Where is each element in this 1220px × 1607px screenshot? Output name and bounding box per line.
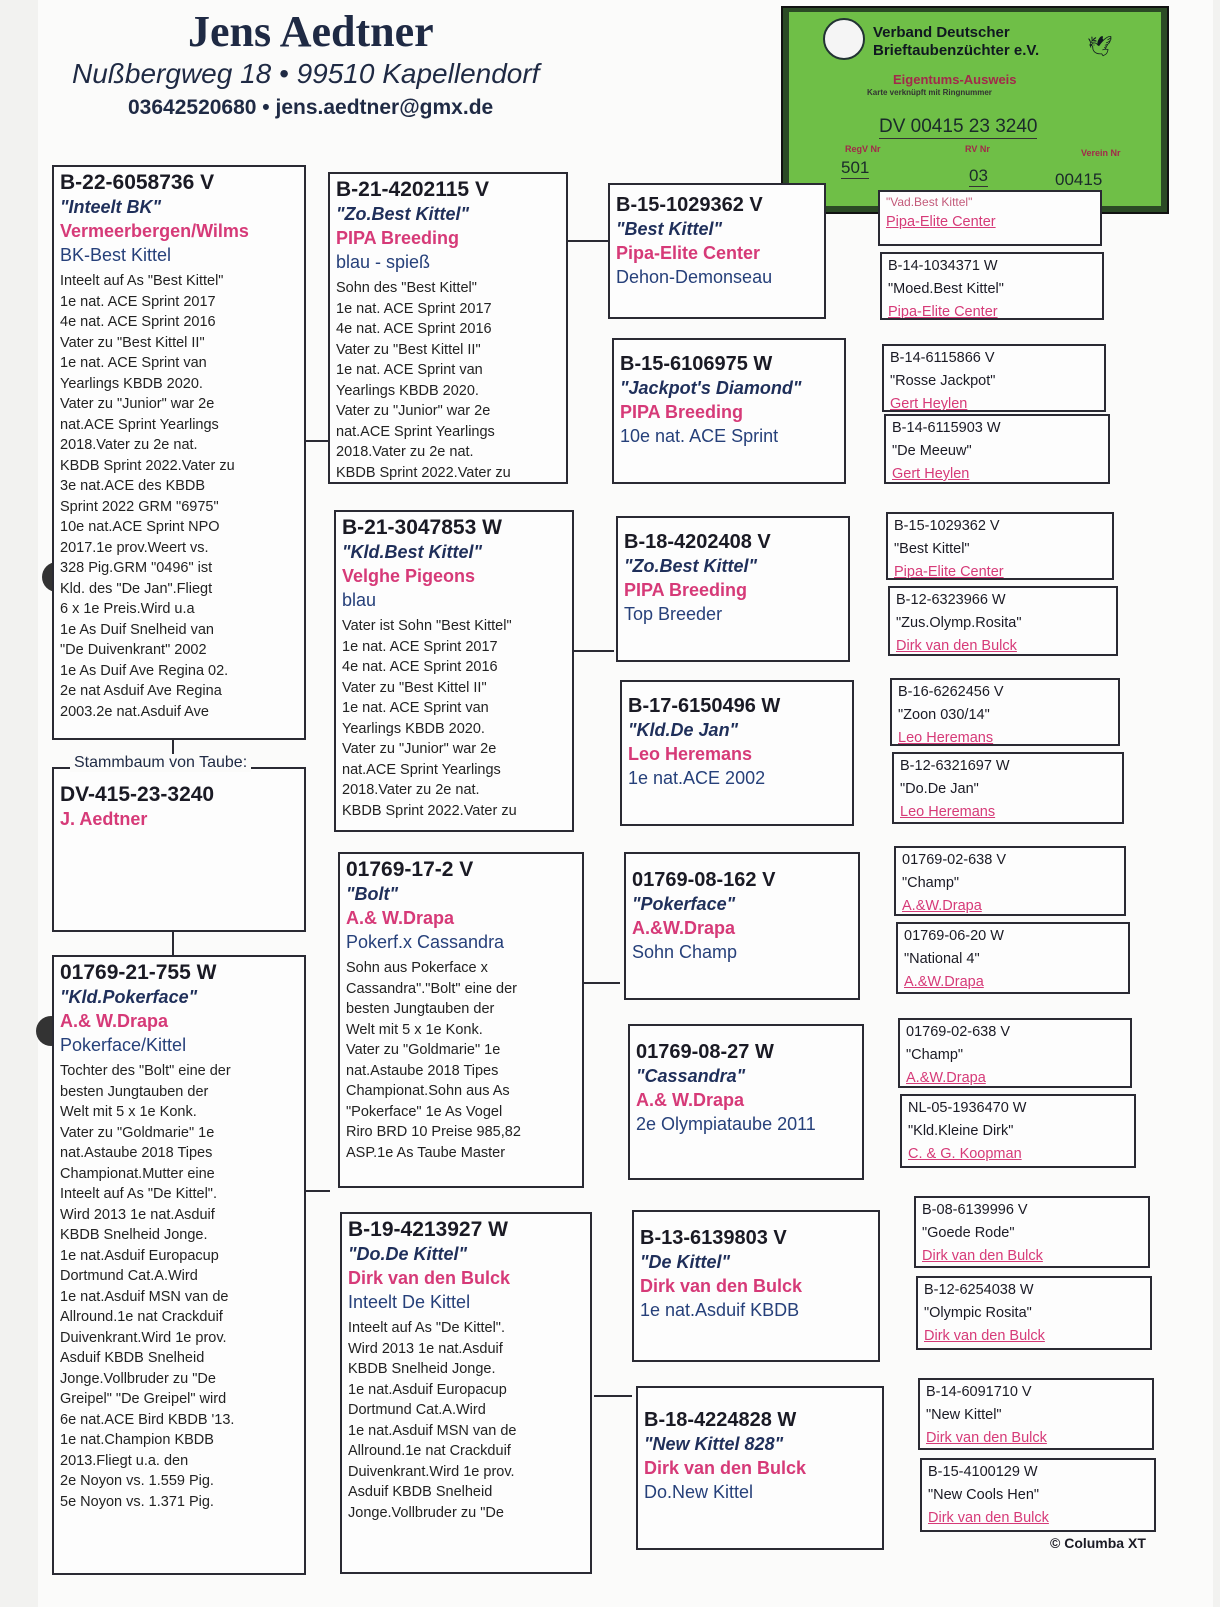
ownership-card [781, 6, 1169, 214]
pigeon-info: Do.New Kittel [644, 1482, 754, 1502]
pigeon-breeder: A.& W.Drapa [346, 908, 455, 928]
pigeon-name: "Kld.De Jan" [628, 720, 739, 740]
pigeon-breeder: A.&W.Drapa [904, 974, 984, 990]
pigeon-breeder: Dirk van den Bulck [644, 1458, 807, 1478]
pigeon-breeder: Dirk van den Bulck [896, 638, 1017, 654]
pigeon-name: "New Kittel" [926, 1407, 1002, 1423]
owner-address: Nußbergweg 18 • 99510 Kapellendorf [72, 58, 540, 89]
pigeon-description: Sohn des "Best Kittel" 1e nat. ACE Sprint 2017 4e nat. ACE Sprint 2016 Vater zu "Best Kittel II" 1e nat. ACE Sprint van Yearlings KBDB 2020. Vater zu "Junior" war 2e nat.ACE Sprint Yearlings 2018.Vater zu 2e nat. KBDB Sprint 2022.Vater zu [336, 280, 511, 481]
connector [594, 1395, 632, 1397]
pigeon-info: blau - spieß [336, 252, 431, 272]
card-label-regv: RegV Nr [845, 144, 881, 154]
pedigree-box-gen2 [340, 1212, 592, 1574]
pigeon-description: Sohn aus Pokerface x Cassandra"."Bolt" eine der besten Jungtauben der Welt mit 5 x 1e Konk. Vater zu "Goldmarie" 1e nat.Astaube 2018 Tipes Championat.Sohn aus As "Pokerface" 1e As Vogel Riro BRD 10 Preise 985,82 ASP.1e As Taube Master [346, 960, 521, 1161]
org-line2: Brieftaubenzüchter e.V. [873, 42, 1040, 59]
pigeon-breeder: Pipa-Elite Center [888, 304, 998, 320]
pedigree-box-gen4 [916, 1276, 1152, 1350]
pedigree-box-gen3 [636, 1386, 884, 1550]
pigeon-ring: B-08-6139996 V [922, 1202, 1028, 1218]
pigeon-name: "Goede Rode" [922, 1225, 1015, 1241]
pedigree-box-gen2 [334, 510, 574, 832]
pigeon-name: "Do.De Jan" [900, 781, 979, 797]
card-number: DV 00415 23 3240 [879, 116, 1038, 137]
pedigree-box-gen2 [338, 852, 584, 1188]
owner-contact: 03642520680 • jens.aedtner@gmx.de [128, 96, 494, 119]
pigeon-ring: B-15-6106975 W [620, 353, 773, 375]
pigeon-breeder: PIPA Breeding [336, 228, 460, 248]
pigeon-breeder: Dirk van den Bulck [926, 1430, 1047, 1446]
subject-box [52, 767, 306, 932]
software-credit: © Columba XT [1050, 1535, 1146, 1551]
subject-owner: J. Aedtner [60, 809, 148, 829]
pigeon-ring: B-21-3047853 W [342, 516, 502, 539]
pigeon-ring: B-18-4224828 W [644, 1409, 797, 1431]
pigeon-info: Pokerface/Kittel [60, 1035, 187, 1055]
pigeon-breeder: Pipa-Elite Center [886, 214, 996, 230]
pigeon-name: "Olympic Rosita" [924, 1305, 1032, 1321]
subject-caption: Stammbaum von Taube: [70, 754, 251, 772]
pedigree-box-dam [52, 955, 306, 1575]
pedigree-box-gen4 [920, 1458, 1156, 1532]
pedigree-box-gen4 [900, 1094, 1136, 1168]
pigeon-breeder: Gert Heylen [890, 396, 968, 412]
card-value-rv: 03 [969, 166, 988, 185]
pigeon-breeder: Dirk van den Bulck [922, 1248, 1043, 1264]
pigeon-breeder: Gert Heylen [892, 466, 970, 482]
pedigree-box-gen4 [890, 678, 1120, 746]
pigeon-breeder: PIPA Breeding [624, 580, 748, 600]
pedigree-box-gen4 [918, 1378, 1154, 1450]
pigeon-breeder: Leo Heremans [628, 744, 753, 764]
pedigree-box-gen4 [880, 252, 1104, 320]
pigeon-breeder: Dirk van den Bulck [348, 1268, 511, 1288]
pigeon-breeder: A.& W.Drapa [60, 1011, 169, 1031]
pedigree-box-gen4 [882, 344, 1106, 412]
pedigree-box-gen4 [914, 1196, 1150, 1268]
pigeon-breeder: PIPA Breeding [620, 402, 744, 422]
pedigree-box-gen4 [896, 922, 1130, 994]
pigeon-breeder: Dirk van den Bulck [924, 1328, 1045, 1344]
pigeon-ring: B-14-6115903 W [892, 420, 1001, 436]
pigeon-info: BK-Best Kittel [60, 245, 172, 265]
pedigree-box-gen4 [884, 414, 1110, 484]
pigeon-breeder: Dirk van den Bulck [640, 1276, 803, 1296]
pigeon-description: Tochter des "Bolt" eine der besten Jungtauben der Welt mit 5 x 1e Konk. Vater zu "Goldmarie" 1e nat.Astaube 2018 Tipes Championat.Mutter eine Inteelt auf As "De Kittel". Wird 2013 1e nat.Asduif KBDB Snelheid Jonge. 1e nat.Asduif Europacup Dortmund Cat.A.Wird 1e nat.Asduif MSN van de Allround.1e nat Crackduif Duivenkrant.Wird 1e prov. Asduif KBDB Snelheid Jonge.Vollbruder zu "De Greipel" "De Greipel" wird 6e nat.ACE Bird KBDB '13. 1e nat.Champion KBDB 2013.Fliegt u.a. den 2e Noyon vs. 1.559 Pig. 5e Noyon vs. 1.371 Pig. [60, 1063, 235, 1510]
pigeon-ring: 01769-06-20 W [904, 928, 1004, 944]
pedigree-box-gen4 [894, 846, 1126, 916]
card-subtitle: Karte verknüpft mit Ringnummer [867, 88, 992, 97]
pigeon-breeder: A.&W.Drapa [632, 918, 736, 938]
pedigree-box-gen3 [632, 1210, 880, 1362]
org-line1: Verband Deutscher [873, 24, 1010, 41]
pedigree-box-gen3 [628, 1024, 864, 1180]
card-value-regv: 501 [841, 158, 870, 177]
pigeon-breeder: Velghe Pigeons [342, 566, 476, 586]
pigeon-description: Vater ist Sohn "Best Kittel" 1e nat. ACE Sprint 2017 4e nat. ACE Sprint 2016 Vater zu "Best Kittel II" 1e nat. ACE Sprint van Yearlings KBDB 2020. Vater zu "Junior" war 2e nat.ACE Sprint Yearlings 2018.Vater zu 2e nat. KBDB Sprint 2022.Vater zu [342, 618, 517, 819]
pedigree-box-gen3 [608, 183, 826, 319]
pedigree-box-gen4 [888, 586, 1118, 656]
pigeon-name: "Inteelt BK" [60, 197, 162, 217]
pigeon-info: 10e nat. ACE Sprint [620, 426, 779, 446]
pigeon-breeder: A.& W.Drapa [636, 1090, 745, 1110]
pigeon-ring: B-12-6323966 W [896, 592, 1006, 608]
pigeon-name: "Zus.Olymp.Rosita" [896, 615, 1022, 631]
pedigree-box-gen4 [878, 190, 1102, 246]
pigeon-ring: 01769-08-162 V [632, 869, 776, 891]
pigeon-name: "De Kittel" [640, 1252, 731, 1272]
pedigree-box-gen3 [624, 852, 860, 1000]
subject-ring: DV-415-23-3240 [60, 783, 215, 806]
pigeon-ring: B-19-4213927 W [348, 1218, 508, 1241]
pigeon-breeder: Leo Heremans [898, 730, 994, 746]
pedigree-box-gen3 [612, 338, 846, 484]
pigeon-ring: 01769-02-638 V [902, 852, 1006, 868]
pigeon-logo-icon: 🕊 [1087, 36, 1113, 58]
pigeon-ring: B-16-6262456 V [898, 684, 1004, 700]
pigeon-ring: B-18-4202408 V [624, 531, 771, 553]
pigeon-description: Inteelt auf As "Best Kittel" 1e nat. ACE Sprint 2017 4e nat. ACE Sprint 2016 Vater zu "Best Kittel II" 1e nat. ACE Sprint van Yearlings KBDB 2020. Vater zu "Junior" war 2e nat.ACE Sprint Yearlings 2018.Vater zu 2e nat. KBDB Sprint 2022.Vater zu 3e nat.ACE des KBDB Sprint 2022 GRM "6975" 10e nat.ACE Sprint NPO 2017.1e prov.Weert vs. 328 Pig.GRM "0496" ist Kld. des "De Jan".Fliegt 6 x 1e Preis.Wird u.a 1e As Duif Snelheid van "De Duivenkrant" 2002 1e As Duif Ave Regina 02. 2e nat Asduif Ave Regina 2003.2e nat.Asduif Ave [60, 273, 235, 720]
pigeon-ring: 01769-17-2 V [346, 858, 474, 881]
pigeon-description: Inteelt auf As "De Kittel". Wird 2013 1e nat.Asduif KBDB Snelheid Jonge. 1e nat.Asduif Europacup Dortmund Cat.A.Wird 1e nat.Asduif MSN van de Allround.1e nat Crackduif Duivenkrant.Wird 1e prov. Asduif KBDB Snelheid Jonge.Vollbruder zu "De [348, 1320, 517, 1521]
pigeon-ring: NL-05-1936470 W [908, 1100, 1027, 1116]
pedigree-box-gen4 [886, 512, 1114, 580]
card-value-verein: 00415 [1055, 170, 1103, 189]
pigeon-breeder: Dirk van den Bulck [928, 1510, 1049, 1526]
pigeon-ring: B-15-4100129 W [928, 1464, 1038, 1480]
card-title: Eigentums-Ausweis [893, 72, 1017, 87]
pigeon-name: "Bolt" [346, 884, 399, 904]
pigeon-name: "Vad.Best Kittel" [886, 195, 973, 209]
pigeon-ring: B-15-1029362 V [616, 194, 763, 216]
pigeon-name: "Do.De Kittel" [348, 1244, 468, 1264]
pigeon-name: "Zo.Best Kittel" [624, 556, 758, 576]
pigeon-ring: 01769-02-638 V [906, 1024, 1010, 1040]
pigeon-info: Inteelt De Kittel [348, 1292, 471, 1312]
pigeon-ring: B-22-6058736 V [60, 171, 215, 194]
pigeon-name: "Zoon 030/14" [898, 707, 990, 723]
pigeon-breeder: Pipa-Elite Center [616, 243, 761, 263]
pigeon-name: "Kld.Pokerface" [60, 987, 198, 1007]
pigeon-name: "Champ" [902, 875, 960, 891]
pigeon-ring: B-14-6115866 V [890, 350, 995, 366]
pigeon-breeder: Pipa-Elite Center [894, 564, 1004, 580]
pigeon-name: "Pokerface" [632, 894, 736, 914]
pigeon-ring: B-13-6139803 V [640, 1227, 787, 1249]
pigeon-info: blau [342, 590, 377, 610]
pigeon-name: "Best Kittel" [894, 541, 970, 557]
pigeon-info: 2e Olympiataube 2011 [636, 1114, 816, 1134]
pigeon-name: "Champ" [906, 1047, 964, 1063]
connector [572, 650, 614, 652]
pedigree-box-gen3 [616, 516, 850, 662]
pigeon-breeder: Vermeerbergen/Wilms [60, 221, 249, 241]
connector [566, 240, 608, 242]
pigeon-name: "Cassandra" [636, 1066, 746, 1086]
pigeon-breeder: A.&W.Drapa [902, 898, 982, 914]
pigeon-breeder: Leo Heremans [900, 804, 996, 820]
pigeon-name: "Best Kittel" [616, 219, 723, 239]
pedigree-box-gen3 [620, 680, 854, 826]
pigeon-name: "New Cools Hen" [928, 1487, 1040, 1503]
pigeon-info: Top Breeder [624, 604, 723, 624]
pedigree-box-sire [52, 165, 306, 740]
pigeon-name: "Zo.Best Kittel" [336, 204, 470, 224]
pigeon-info: 1e nat.Asduif KBDB [640, 1300, 800, 1320]
pigeon-name: "Kld.Best Kittel" [342, 542, 483, 562]
pigeon-name: "Jackpot's Diamond" [620, 378, 802, 398]
pigeon-name: "Rosse Jackpot" [890, 373, 996, 389]
pigeon-name: "De Meeuw" [892, 443, 972, 459]
pigeon-info: Sohn Champ [632, 942, 738, 962]
pigeon-ring: 01769-08-27 W [636, 1041, 774, 1063]
pigeon-ring: B-12-6321697 W [900, 758, 1010, 774]
card-label-verein: Verein Nr [1081, 148, 1121, 158]
pigeon-info: Pokerf.x Cassandra [346, 932, 505, 952]
pigeon-info: Dehon-Demonseau [616, 267, 773, 287]
pigeon-ring: B-14-1034371 W [888, 258, 998, 274]
pigeon-ring: B-14-6091710 V [926, 1384, 1032, 1400]
pigeon-info: 1e nat.ACE 2002 [628, 768, 766, 788]
connector [584, 982, 620, 984]
pigeon-breeder: A.&W.Drapa [906, 1070, 986, 1086]
pedigree-box-gen4 [892, 752, 1124, 824]
card-label-rv: RV Nr [965, 144, 990, 154]
owner-name: Jens Aedtner [188, 7, 434, 56]
pigeon-name: "New Kittel 828" [644, 1434, 784, 1454]
vdbt-logo-icon [823, 18, 865, 60]
pigeon-ring: B-12-6254038 W [924, 1282, 1034, 1298]
pigeon-breeder: C. & G. Koopman [908, 1146, 1022, 1162]
pigeon-name: "Moed.Best Kittel" [888, 281, 1004, 297]
pigeon-name: "National 4" [904, 951, 980, 967]
pedigree-box-gen4 [898, 1018, 1132, 1088]
pigeon-ring: B-15-1029362 V [894, 518, 1000, 534]
pigeon-ring: B-17-6150496 W [628, 695, 781, 717]
pigeon-name: "Kld.Kleine Dirk" [908, 1123, 1014, 1139]
pedigree-box-gen2 [328, 172, 568, 484]
pigeon-ring: B-21-4202115 V [336, 178, 489, 201]
pigeon-ring: 01769-21-755 W [60, 961, 217, 984]
